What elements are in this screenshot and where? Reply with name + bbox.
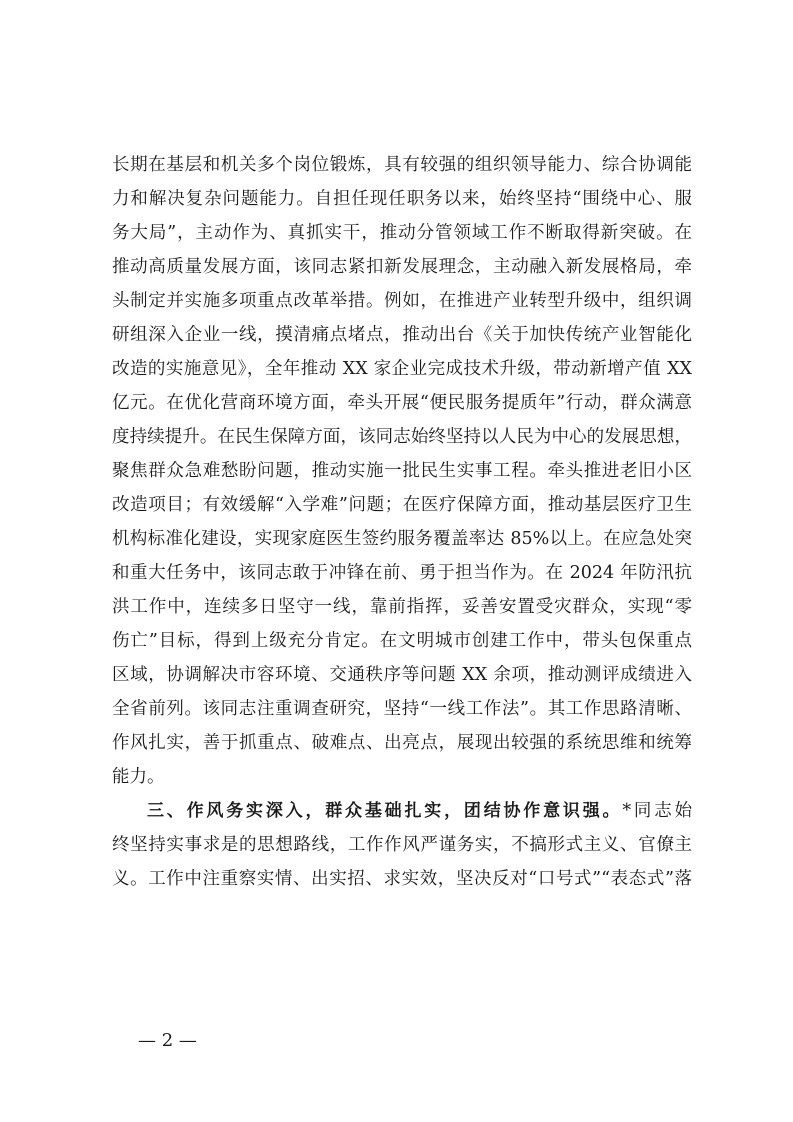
paragraph-line: 力和解决复杂问题能力。自担任现任职务以来，始终坚持“围绕中心、服 xyxy=(112,189,692,209)
paragraph-line: 伤亡”目标，得到上级充分肯定。在文明城市创建工作中，带头包保重点 xyxy=(112,631,692,651)
section-lead-text: *同志始 xyxy=(622,801,692,821)
paragraph-line: 洪工作中，连续多日坚守一线，靠前指挥，妥善安置受灾群众，实现“零 xyxy=(112,597,692,617)
paragraph-line: 度持续提升。在民生保障方面，该同志始终坚持以人民为中心的发展思想， xyxy=(112,427,692,447)
section-line: 终坚持实事求是的思想路线，工作作风严谨务实，不搞形式主义、官僚主 xyxy=(112,835,692,855)
paragraph-line: 研组深入企业一线，摸清痛点堵点，推动出台《关于加快传统产业智能化 xyxy=(112,325,692,345)
paragraph-line: 亿元。在优化营商环境方面，牵头开展“便民服务提质年”行动，群众满意 xyxy=(112,393,692,413)
page-number: — 2 — xyxy=(138,1030,197,1051)
paragraph-line: 头制定并实施多项重点改革举措。例如，在推进产业转型升级中，组织调 xyxy=(112,291,692,311)
paragraph-line: 作风扎实，善于抓重点、破难点、出亮点，展现出较强的系统思维和统筹 xyxy=(112,733,692,753)
section-line: 义。工作中注重察实情、出实招、求实效，坚决反对“口号式”“表态式”落 xyxy=(112,869,692,889)
paragraph-line: 务大局”，主动作为、真抓实干，推动分管领域工作不断取得新突破。在 xyxy=(112,223,692,243)
paragraph-line: 改造的实施意见》，全年推动 XX 家企业完成技术升级，带动新增产值 XX xyxy=(112,359,692,379)
paragraph-line: 区域，协调解决市容环境、交通秩序等问题 XX 余项，推动测评成绩进入 xyxy=(112,665,692,685)
paragraph-line: 推动高质量发展方面，该同志紧扣新发展理念，主动融入新发展格局，牵 xyxy=(112,257,692,277)
paragraph-line: 能力。 xyxy=(112,767,165,787)
paragraph-line: 改造项目；有效缓解“入学难”问题；在医疗保障方面，推动基层医疗卫生 xyxy=(112,495,692,515)
paragraph-line: 聚焦群众急难愁盼问题，推动实施一批民生实事工程。牵头推进老旧小区 xyxy=(112,461,692,481)
paragraph-line: 机构标准化建设，实现家庭医生签约服务覆盖率达 85%以上。在应急处突 xyxy=(112,529,692,549)
section-first-line xyxy=(112,794,692,828)
paragraph-line: 全省前列。该同志注重调查研究，坚持“一线工作法”。其工作思路清晰、 xyxy=(112,699,692,719)
paragraph-line: 长期在基层和机关多个岗位锻炼，具有较强的组织领导能力、综合协调能 xyxy=(112,155,692,175)
paragraph-line: 和重大任务中，该同志敢于冲锋在前、勇于担当作为。在 2024 年防汛抗 xyxy=(112,563,692,583)
section-heading: 三、作风务实深入，群众基础扎实，团结协作意识强。 xyxy=(147,801,623,821)
body-text xyxy=(112,148,692,896)
